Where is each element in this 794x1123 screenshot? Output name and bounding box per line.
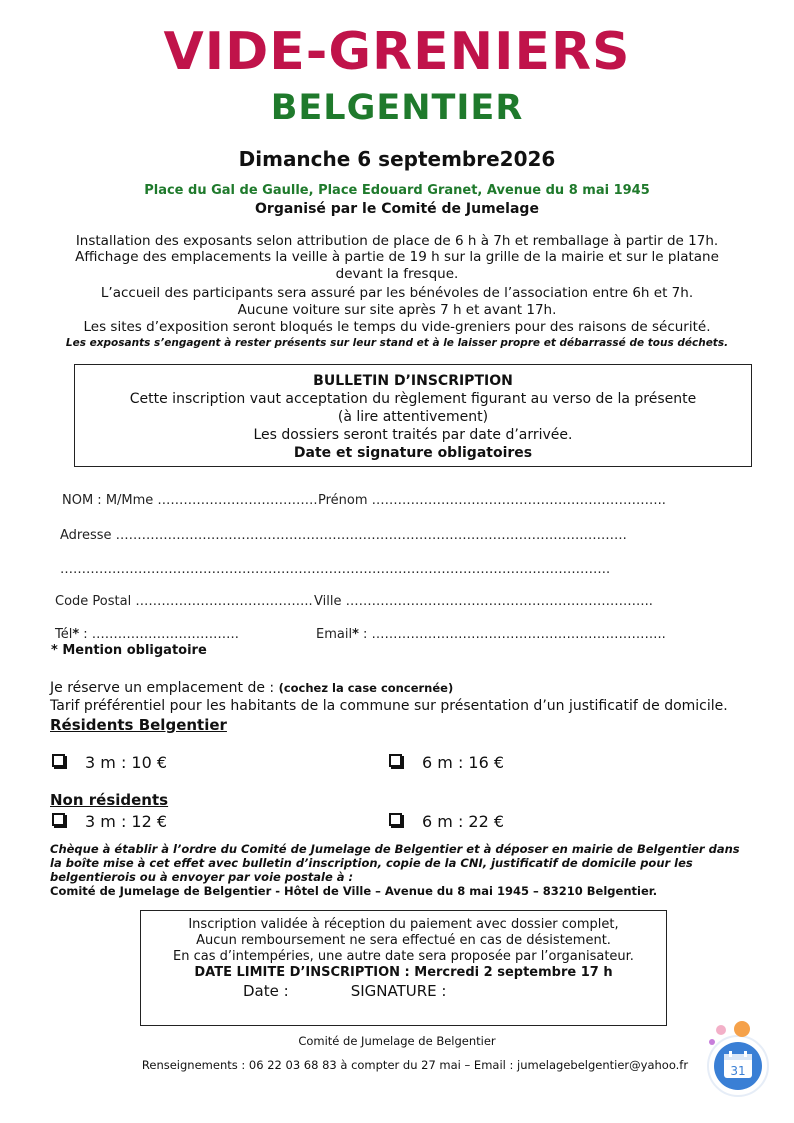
bulletin-line-3: Les dossiers seront traités par date d’arrivée. xyxy=(253,427,573,443)
email-label: Email xyxy=(316,627,353,642)
date-label: Date : xyxy=(243,982,289,1000)
reservation-intro-note: (cochez la case concernée) xyxy=(278,681,454,695)
non-residents-option-3m-label: 3 m : 12 € xyxy=(85,812,168,831)
subtitle: BELGENTIER xyxy=(270,88,524,128)
email-dots: : ………………………………………………………….. xyxy=(358,627,666,642)
event-location: Place du Gal de Gaulle, Place Edouard Granet, Avenue du 8 mai 1945 xyxy=(144,183,650,198)
validation-line-3: En cas d’intempéries, une autre date sera proposée par l’organisateur. xyxy=(173,949,634,964)
prenom-field[interactable]: Prénom ………………………………………………………….. xyxy=(318,493,666,508)
validation-box xyxy=(140,910,667,1026)
ville-field[interactable]: Ville …………………………………………………………….. xyxy=(314,594,653,609)
deadline: DATE LIMITE D’INSCRIPTION : Mercredi 2 septembre 17 h xyxy=(194,965,613,980)
calendar-widget[interactable] xyxy=(704,1018,776,1098)
residents-option-3m[interactable] xyxy=(52,753,167,772)
email-required-star: * xyxy=(352,627,359,642)
reservation-intro xyxy=(50,680,453,696)
adresse-line-2-field[interactable]: ………………………………………………………………………………………………………………. xyxy=(60,562,611,577)
info-line-3: devant la fresque. xyxy=(335,266,459,282)
info-line-5: Aucune voiture sur site après 7 h et avant 17h. xyxy=(237,302,557,318)
info-line-2: Affichage des emplacements la veille à partie de 19 h sur la grille de la mairie et sur le platane xyxy=(75,249,719,265)
checkbox-residents-6m[interactable] xyxy=(389,754,402,767)
bulletin-line-2: (à lire attentivement) xyxy=(337,409,489,425)
non-residents-heading: Non résidents xyxy=(50,791,169,809)
non-residents-option-6m[interactable] xyxy=(389,812,504,831)
residents-option-6m-label: 6 m : 16 € xyxy=(422,753,505,772)
non-residents-option-3m[interactable] xyxy=(52,812,167,831)
tel-dots: : ……………………………. xyxy=(79,627,239,642)
info-line-6: Les sites d’exposition seront bloqués le temps du vide-greniers pour des raisons de sécurité. xyxy=(83,319,711,335)
date-signature-row xyxy=(141,983,666,999)
nom-field[interactable]: NOM : M/Mme ………………………………. xyxy=(62,493,318,508)
mention-obligatoire: * Mention obligatoire xyxy=(51,643,207,658)
checkbox-non-residents-3m[interactable] xyxy=(52,813,65,826)
calendar-day: 31 xyxy=(730,1064,746,1078)
reservation-intro-text: Je réserve un emplacement de : xyxy=(50,680,279,696)
residents-option-6m[interactable] xyxy=(389,753,504,772)
tel-field[interactable] xyxy=(55,627,239,642)
tel-label: Tél xyxy=(55,627,73,642)
adresse-field[interactable]: Adresse ………………………………………………………………………………………………………. xyxy=(60,528,627,543)
non-residents-option-6m-label: 6 m : 22 € xyxy=(422,812,505,831)
checkbox-non-residents-6m[interactable] xyxy=(389,813,402,826)
validation-line-1: Inscription validée à réception du paiement avec dossier complet, xyxy=(188,917,619,932)
email-field[interactable] xyxy=(316,627,666,642)
residents-option-3m-label: 3 m : 10 € xyxy=(85,753,168,772)
tel-required-star: * xyxy=(72,627,80,642)
cheque-line-3: belgentierois ou à envoyer par voie postale à : xyxy=(50,870,354,884)
validation-line-2: Aucun remboursement ne sera effectué en cas de désistement. xyxy=(196,933,611,948)
cheque-instructions xyxy=(50,842,780,898)
bulletin-box xyxy=(74,364,752,467)
bulletin-heading: BULLETIN D’INSCRIPTION xyxy=(313,373,513,389)
event-date: Dimanche 6 septembre2026 xyxy=(238,147,556,171)
cheque-line-2: la boîte mise à cet effet avec bulletin d’inscription, copie de la CNI, justificatif de domicile pour les xyxy=(50,856,693,870)
cheque-address: Comité de Jumelage de Belgentier - Hôtel de Ville – Avenue du 8 mai 1945 – 83210 Belgentier. xyxy=(50,884,658,898)
bulletin-line-4: Date et signature obligatoires xyxy=(293,445,533,461)
tarif-text: Tarif préférentiel pour les habitants de la commune sur présentation d’un justificatif de domicile. xyxy=(50,698,728,714)
title: VIDE-GRENIERS xyxy=(163,22,631,82)
residents-heading: Résidents Belgentier xyxy=(50,716,227,734)
code-postal-field[interactable]: Code Postal ………………………………….. xyxy=(55,594,313,609)
info-line-7: Les exposants s’engagent à rester présents sur leur stand et à le laisser propre et débarrassé de tous déchets. xyxy=(65,337,729,349)
bulletin-line-1: Cette inscription vaut acceptation du règlement figurant au verso de la présente xyxy=(129,391,697,407)
info-line-4: L’accueil des participants sera assuré par les bénévoles de l’association entre 6h et 7h. xyxy=(100,285,694,301)
footer-contact: Renseignements : 06 22 03 68 83 à compter du 27 mai – Email : jumelagebelgentier@yahoo.fr xyxy=(141,1058,689,1072)
cheque-line-1: Chèque à établir à l’ordre du Comité de Jumelage de Belgentier et à déposer en mairie de Belgentier dans xyxy=(50,842,740,856)
organizer: Organisé par le Comité de Jumelage xyxy=(255,201,539,217)
checkbox-residents-3m[interactable] xyxy=(52,754,65,767)
footer-organizer: Comité de Jumelage de Belgentier xyxy=(298,1034,496,1048)
info-line-1: Installation des exposants selon attribution de place de 6 h à 7h et remballage à partir de 17h. xyxy=(75,233,719,249)
calendar-icon[interactable] xyxy=(704,1018,776,1098)
signature-label: SIGNATURE : xyxy=(350,982,447,1000)
